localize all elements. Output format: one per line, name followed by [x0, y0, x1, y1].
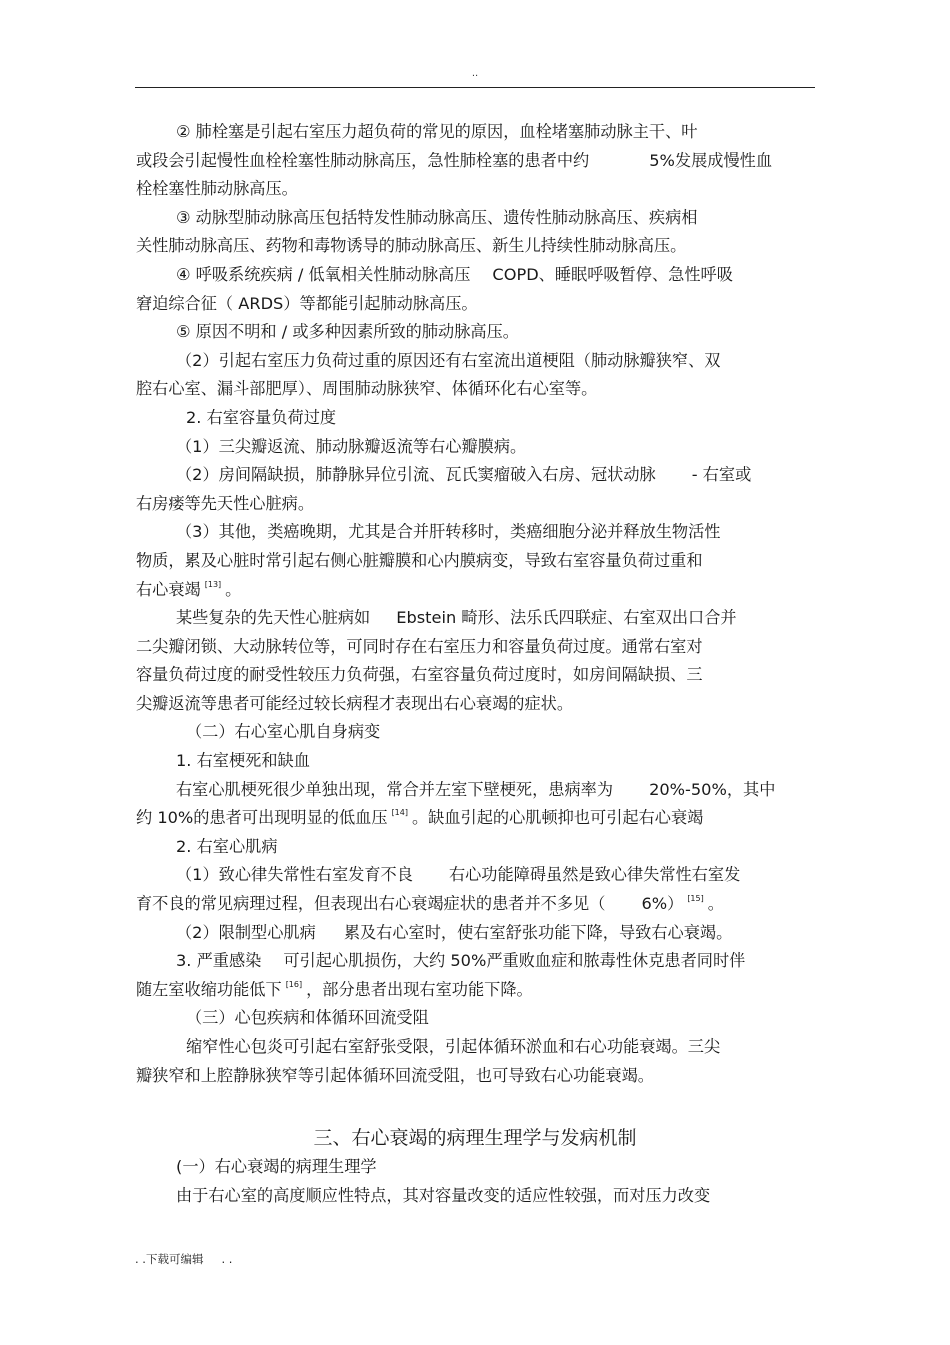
text-line: [136, 633, 816, 662]
text-line: [136, 976, 816, 1005]
text-segment: ② 肺栓塞是引起右室压力超负荷的常见的原因，血栓堵塞肺动脉主干、叶: [176, 122, 698, 141]
text-line: [136, 318, 816, 347]
text-segment: ④ 呼吸系统疾病 / 低氧相关性肺动脉高压: [176, 264, 471, 284]
text-segment: COPD、睡眠呼吸暂停、急性呼吸: [492, 264, 733, 284]
text-line: [136, 232, 816, 261]
text-line: [136, 1004, 816, 1033]
text-segment: ，部分患者出现右室功能下降。: [306, 979, 533, 999]
text-segment: 6%）: [641, 894, 684, 914]
text-line: [136, 261, 816, 290]
text-line: [136, 404, 816, 433]
text-segment: 栓栓塞性肺动脉高压。: [136, 179, 298, 199]
text-line: [136, 604, 816, 633]
text-segment: 物质，累及心脏时常引起右侧心脏瓣膜和心内膜病变，导致右室容量负荷过重和: [136, 550, 703, 570]
text-segment: ③ 动脉型肺动脉高压包括特发性肺动脉高压、遗传性肺动脉高压、疾病相: [176, 207, 698, 227]
text-line: [136, 490, 816, 519]
text-segment: 由于右心室的高度顺应性特点，其对容量改变的适应性较强，而对压力改变: [176, 1185, 711, 1205]
text-segment: - 右室或: [691, 465, 752, 485]
text-segment: 关性肺动脉高压、药物和毒物诱导的肺动脉高压、新生儿持续性肺动脉高压。: [136, 236, 687, 256]
text-line: [136, 661, 816, 690]
text-line: [136, 118, 816, 147]
text-line: [136, 147, 816, 176]
text-segment: 容量负荷过度的耐受性较压力负荷强，右室容量负荷过度时，如房间隔缺损、三: [136, 665, 703, 685]
text-segment: 二尖瓣闭锁、大动脉转位等，可同时存在右室压力和容量负荷过度。通常右室对: [136, 636, 703, 656]
text-line: [136, 718, 816, 747]
text-segment: （1）三尖瓣返流、肺动脉瓣返流等右心瓣膜病。: [176, 436, 527, 456]
text-segment: 或段会引起慢性血栓栓塞性肺动脉高压，急性肺栓塞的患者中约: [136, 150, 590, 170]
section-heading: 三、右心衰竭的病理生理学与发病机制: [313, 1127, 637, 1149]
text-segment: 右心功能障碍虽然是致心律失常性右室发: [448, 865, 741, 885]
text-line: [136, 747, 816, 776]
text-segment: 腔右心室、漏斗部肥厚）、周围肺动脉狭窄、体循环化右心室等。: [136, 379, 598, 399]
text-line: [136, 947, 816, 976]
text-segment: 随左室收缩功能低下: [136, 979, 282, 999]
text-line: [136, 547, 816, 576]
text-segment: 窘迫综合征（ ARDS）等都能引起肺动脉高压。: [136, 293, 478, 313]
text-segment: 。缺血引起的心肌顿抑也可引起右心衰竭: [411, 808, 704, 828]
text-segment: 2. 右室心肌病: [176, 836, 278, 856]
text-segment: 1. 右室梗死和缺血: [176, 751, 310, 771]
text-segment: 缩窄性心包炎可引起右室舒张受限，引起体循环淤血和右心功能衰竭。三尖: [186, 1037, 721, 1056]
citation-ref: [16]: [285, 979, 303, 989]
text-segment: (一）右心衰竭的病理生理学: [176, 1157, 377, 1176]
text-line: [136, 1033, 816, 1062]
text-segment: 5%发展成慢性血: [649, 150, 773, 170]
citation-ref: [13]: [204, 579, 222, 589]
text-line: [136, 890, 816, 919]
text-segment: 可引起心肌损伤，大约 50%严重败血症和脓毒性休克患者同时伴: [283, 951, 746, 971]
header-mark: ..: [471, 68, 479, 79]
text-line: [136, 576, 816, 605]
text-segment: 。: [707, 894, 724, 914]
text-line: [136, 461, 816, 490]
text-segment: 右室心肌梗死很少单独出现，常合并左室下壁梗死，患病率为: [176, 779, 614, 799]
text-line: [136, 833, 816, 862]
text-segment: （3）其他，类癌晚期，尤其是合并肝转移时，类癌细胞分泌并释放生物活性: [176, 522, 721, 542]
text-segment: （1）致心律失常性右室发育不良: [176, 865, 413, 885]
text-line: [136, 1062, 816, 1091]
text-segment: 尖瓣返流等患者可能经过较长病程才表现出右心衰竭的症状。: [136, 693, 574, 713]
text-segment: 累及右心室时，使右室舒张功能下降，导致右心衰竭。: [343, 922, 733, 942]
text-segment: 2. 右室容量负荷过度: [186, 407, 337, 427]
text-line: [136, 1182, 816, 1211]
text-segment: Ebstein 畸形、法乐氏四联症、右室双出口合并: [396, 608, 737, 628]
text-segment: 某些复杂的先天性心脏病如: [176, 608, 371, 628]
text-segment: 瓣狭窄和上腔静脉狭窄等引起体循环回流受阻，也可导致右心功能衰竭。: [136, 1065, 654, 1085]
text-segment: 约 10%的患者可出现明显的低血压: [136, 808, 388, 828]
text-line: [136, 690, 816, 719]
citation-ref: [15]: [687, 894, 704, 904]
footer-left: . .下载可编辑: [135, 1252, 204, 1266]
text-line: [136, 804, 816, 833]
text-line: [136, 347, 816, 376]
section-body-text: [136, 1153, 816, 1210]
header-rule: [135, 87, 815, 88]
citation-ref: [14]: [391, 808, 408, 818]
text-line: [136, 919, 816, 948]
text-line: [136, 861, 816, 890]
text-segment: 。: [225, 579, 242, 599]
text-segment: （2）房间隔缺损，肺静脉异位引流、瓦氏窦瘤破入右房、冠状动脉: [176, 465, 656, 485]
text-line: [136, 290, 816, 319]
text-line: [136, 518, 816, 547]
text-line: [136, 175, 816, 204]
text-segment: （二）右心室心肌自身病变: [186, 722, 381, 742]
text-segment: 20%-50%，其中: [649, 779, 776, 799]
text-segment: ⑤ 原因不明和 / 或多种因素所致的肺动脉高压。: [176, 322, 519, 342]
body-text: [136, 118, 816, 1090]
text-line: [136, 375, 816, 404]
text-line: [136, 204, 816, 233]
text-segment: （2）限制型心肌病: [176, 922, 316, 942]
text-segment: 育不良的常见病理过程，但表现出右心衰竭症状的患者并不多见（: [136, 894, 606, 914]
text-segment: 3. 严重感染: [176, 951, 262, 971]
text-line: [136, 433, 816, 462]
text-segment: 右心衰竭: [136, 579, 201, 599]
text-line: [136, 776, 816, 805]
text-segment: 右房瘘等先天性心脏病。: [136, 493, 315, 513]
text-segment: （2）引起右室压力负荷过重的原因还有右室流出道梗阻（肺动脉瓣狭窄、双: [176, 350, 721, 370]
footer-right: . .: [221, 1252, 233, 1266]
footer: [135, 1251, 232, 1267]
text-line: [136, 1153, 816, 1182]
text-segment: （三）心包疾病和体循环回流受阻: [186, 1008, 429, 1028]
